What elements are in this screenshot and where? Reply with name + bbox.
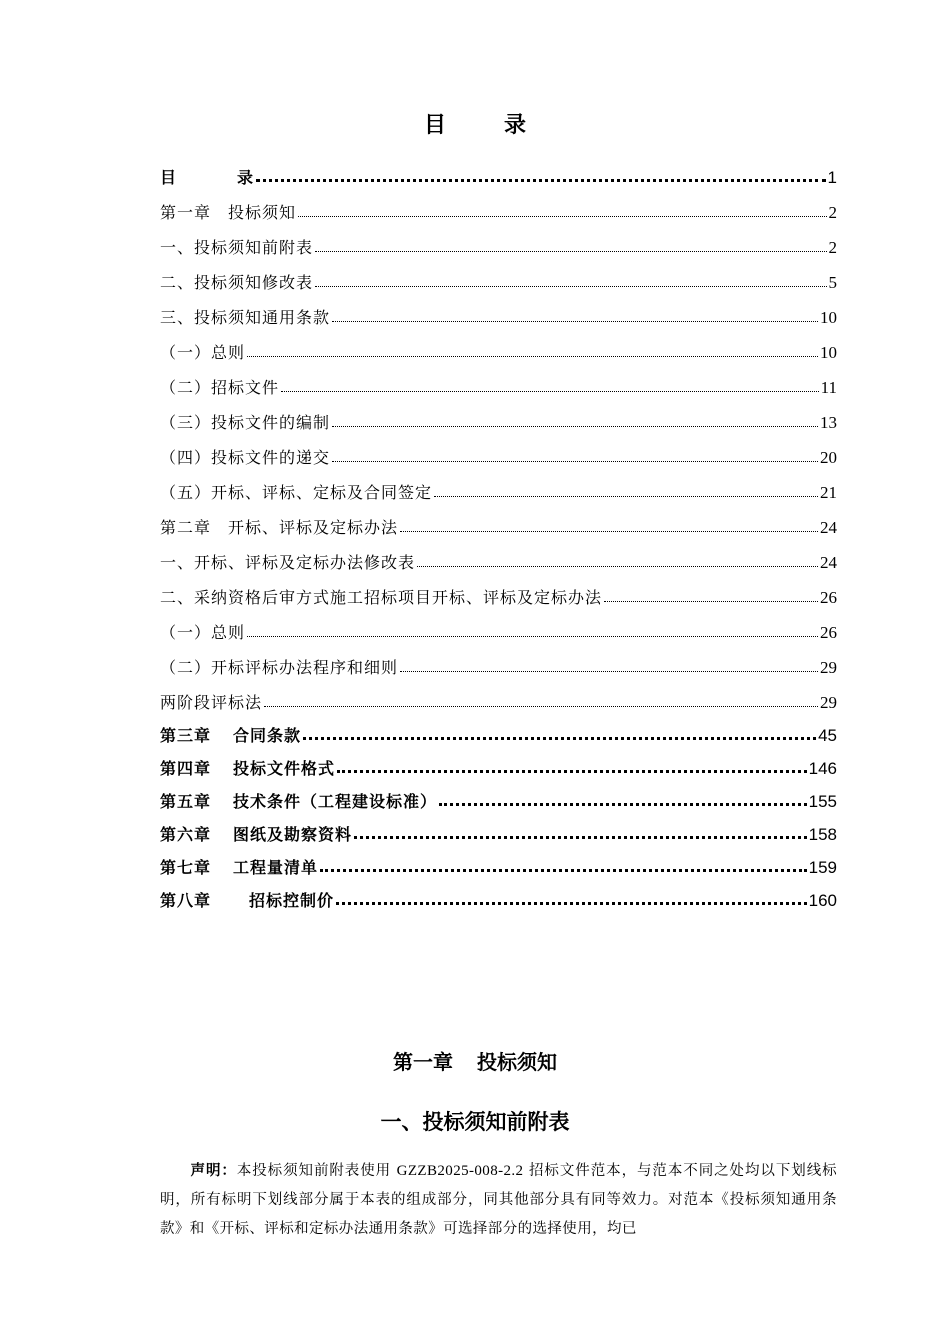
- statement-paragraph: [160, 1157, 837, 1244]
- toc-page-number: 13: [820, 413, 837, 432]
- toc-page-number: 26: [820, 588, 837, 607]
- toc-page-number: 159: [808, 858, 837, 877]
- toc-entry[interactable]: [160, 398, 837, 433]
- toc-page-number: 146: [808, 759, 837, 778]
- toc-entry-label: （三）投标文件的编制: [160, 413, 331, 432]
- toc-chapter-title: 招标控制价: [249, 891, 335, 910]
- toc-entry-label: （二）招标文件: [160, 378, 280, 397]
- chapter-title: 投标须知: [477, 1050, 557, 1074]
- toc-entry-label: 一、开标、评标及定标办法修改表: [160, 553, 416, 572]
- toc-page-number: 21: [820, 483, 837, 502]
- toc-dot-leader: [281, 390, 819, 392]
- toc-chapter-number: 第五章: [160, 792, 212, 811]
- toc-entry-label: 二、投标须知修改表: [160, 273, 314, 292]
- toc-entry-label-part: 目: [160, 168, 178, 187]
- toc-dot-leader: [336, 901, 807, 905]
- toc-chapter-title: 工程量清单: [233, 858, 319, 877]
- toc-entry[interactable]: [160, 779, 837, 812]
- toc-dot-leader: [400, 670, 818, 672]
- toc-dot-leader: [315, 285, 826, 287]
- toc-chapter-number: 第八章: [160, 891, 212, 910]
- toc-chapter-title: 技术条件（工程建设标准）: [233, 792, 438, 811]
- toc-dot-leader: [337, 769, 807, 773]
- toc-chapter-number: 第六章: [160, 825, 212, 844]
- toc-entry-label: （四）投标文件的递交: [160, 448, 331, 467]
- toc-page-number: 11: [820, 378, 837, 397]
- toc-dot-leader: [256, 178, 826, 182]
- toc-dot-leader: [298, 215, 826, 217]
- toc-page-number: 20: [820, 448, 837, 467]
- toc-entry[interactable]: [160, 503, 837, 538]
- chapter-number: 第一章: [393, 1050, 453, 1074]
- toc-dot-leader: [434, 495, 818, 497]
- toc-entry-label: 一、投标须知前附表: [160, 238, 314, 257]
- toc-entry[interactable]: [160, 746, 837, 779]
- toc-entry-label: （五）开标、评标、定标及合同签定: [160, 483, 433, 502]
- toc-page-number: 2: [828, 203, 837, 222]
- toc-page-number: 29: [820, 658, 837, 677]
- toc-page-number: 160: [808, 891, 837, 910]
- toc-dot-leader: [320, 868, 807, 872]
- toc-entry[interactable]: [160, 643, 837, 678]
- toc-entry-label: 二、采纳资格后审方式施工招标项目开标、评标及定标办法: [160, 588, 603, 607]
- toc-chapter-title: 图纸及勘察资料: [233, 825, 353, 844]
- toc-entry[interactable]: [160, 328, 837, 363]
- toc-page-number: 5: [828, 273, 837, 292]
- statement-lead: 声明：: [190, 1163, 237, 1179]
- toc-entry-label: （一）总则: [160, 623, 246, 642]
- toc-entry[interactable]: [160, 538, 837, 573]
- section-heading: 一、投标须知前附表: [380, 1110, 570, 1134]
- toc-dot-leader: [417, 565, 818, 567]
- toc-page-number: 24: [820, 553, 837, 572]
- toc-dot-leader: [332, 460, 818, 462]
- toc-entry[interactable]: [160, 188, 837, 223]
- toc-entry[interactable]: [160, 812, 837, 845]
- toc-title-char-2: 录: [504, 113, 527, 138]
- table-of-contents: [160, 155, 837, 911]
- toc-dot-leader: [247, 355, 818, 357]
- toc-entry-label-part: 录: [237, 168, 255, 187]
- toc-title: [0, 108, 950, 139]
- toc-chapter-title: 合同条款: [233, 726, 302, 745]
- toc-dot-leader: [604, 600, 818, 602]
- toc-entry[interactable]: [160, 433, 837, 468]
- toc-page-number: 29: [820, 693, 837, 712]
- chapter-heading: [0, 1046, 950, 1075]
- toc-entry[interactable]: [160, 573, 837, 608]
- toc-page-number: 45: [818, 726, 837, 745]
- toc-dot-leader: [400, 530, 818, 532]
- toc-entry-label: 第一章 投标须知: [160, 203, 297, 222]
- toc-entry[interactable]: [160, 878, 837, 911]
- toc-entry[interactable]: [160, 468, 837, 503]
- toc-entry[interactable]: [160, 845, 837, 878]
- toc-page-number: 1: [827, 168, 837, 187]
- toc-entry[interactable]: [160, 608, 837, 643]
- toc-entry[interactable]: [160, 363, 837, 398]
- toc-page-number: 10: [820, 308, 837, 327]
- toc-dot-leader: [332, 320, 818, 322]
- template-code: GZZB2025-008-2.2: [396, 1163, 524, 1179]
- toc-entry-label: 第二章 开标、评标及定标办法: [160, 518, 399, 537]
- toc-entry[interactable]: [160, 258, 837, 293]
- toc-dot-leader: [303, 736, 816, 740]
- toc-page-number: 10: [820, 343, 837, 362]
- statement-text: 招标文件范本，与范本不同之处均以下划线标明，所有标明下划线部分属于本表的组成部分，同其他部分具有同等效力。对范本《投标须知通用条款》和《开标、评标和定标办法通用条款》可选择部分的选择使用，均已: [160, 1163, 838, 1237]
- toc-dot-leader: [315, 250, 826, 252]
- toc-entry[interactable]: [160, 223, 837, 258]
- toc-entry[interactable]: [160, 678, 837, 713]
- toc-dot-leader: [354, 835, 807, 839]
- toc-title-char-1: 目: [423, 113, 446, 138]
- toc-entry[interactable]: [160, 155, 837, 188]
- toc-page-number: 26: [820, 623, 837, 642]
- toc-entry-label: （二）开标评标办法程序和细则: [160, 658, 399, 677]
- toc-chapter-number: 第三章: [160, 726, 212, 745]
- toc-page-number: 24: [820, 518, 837, 537]
- toc-entry[interactable]: [160, 293, 837, 328]
- toc-chapter-title: 投标文件格式: [233, 759, 336, 778]
- toc-chapter-number: 第七章: [160, 858, 212, 877]
- toc-page-number: 155: [808, 792, 837, 811]
- toc-entry[interactable]: [160, 713, 837, 746]
- toc-dot-leader: [439, 802, 807, 806]
- toc-entry-label: （一）总则: [160, 343, 246, 362]
- toc-chapter-number: 第四章: [160, 759, 212, 778]
- toc-entry-label: 三、投标须知通用条款: [160, 308, 331, 327]
- toc-dot-leader: [247, 635, 818, 637]
- toc-page-number: 2: [828, 238, 837, 257]
- toc-dot-leader: [264, 705, 818, 707]
- statement-text: 本投标须知前附表使用: [236, 1163, 392, 1179]
- toc-dot-leader: [332, 425, 818, 427]
- toc-entry-label: 两阶段评标法: [160, 693, 263, 712]
- toc-page-number: 158: [808, 825, 837, 844]
